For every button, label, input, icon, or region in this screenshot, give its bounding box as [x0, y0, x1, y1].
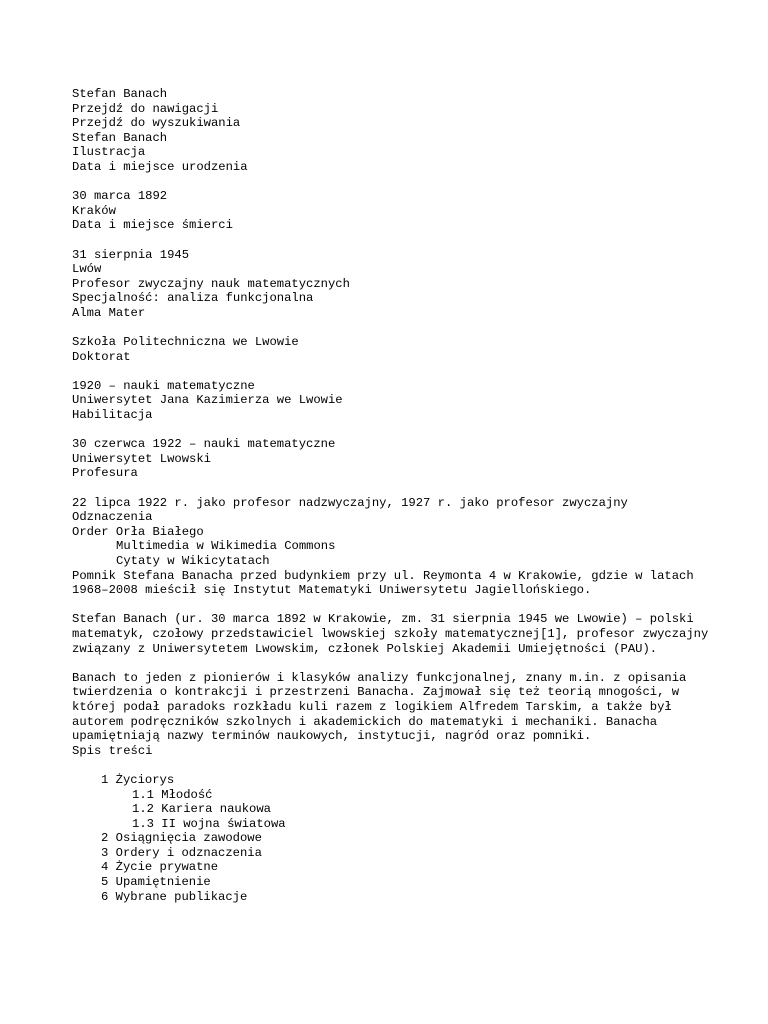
commons-link[interactable]: Multimedia w Wikimedia Commons — [116, 539, 336, 554]
spacer — [72, 364, 732, 379]
spacer — [72, 233, 732, 248]
skip-to-navigation-link[interactable]: Przejdź do nawigacji — [72, 101, 219, 116]
infobox-honors-label: Odznaczenia — [72, 510, 153, 525]
infobox-habilitation-value: 30 czerwca 1922 – nauki matematyczne — [72, 437, 336, 452]
infobox-birth-label: Data i miejsce urodzenia — [72, 159, 248, 174]
infobox-death-date: 31 sierpnia 1945 — [72, 247, 190, 262]
infobox-doctorate-value: 1920 – nauki matematyczne — [72, 378, 255, 393]
infobox-honor-link[interactable]: Order Orła Białego — [72, 524, 204, 539]
infobox-habilitation-label: Habilitacja — [72, 408, 153, 423]
spacer — [72, 175, 732, 190]
page-title: Stefan Banach — [72, 87, 168, 101]
toc-item-upamietnienie[interactable]: 5 Upamiętnienie — [101, 875, 211, 890]
monument-caption: Pomnik Stefana Banacha przed budynkiem przy ul. Reymonta 4 w Krakowie, gdzie w latach 1968–2008 mieścił się Instytut Matematyki Uniwersytetu Jagiellońskiego. — [72, 568, 701, 598]
infobox-illustration-label: Ilustracja — [72, 145, 146, 160]
toc-item-ordery-i-odznaczenia[interactable]: 3 Ordery i odznaczenia — [101, 845, 262, 860]
spacer — [72, 758, 732, 773]
wikiquote-link[interactable]: Cytaty w Wikicytatach — [116, 554, 270, 568]
infobox-name: Stefan Banach — [72, 130, 168, 145]
toc-item-zyciorys[interactable]: 1 Życiorys — [101, 772, 175, 787]
spacer — [72, 321, 732, 336]
infobox-death-place-link[interactable]: Lwów — [72, 262, 102, 277]
skip-to-search-link[interactable]: Przejdź do wyszukiwania — [72, 116, 241, 131]
infobox-doctorate-label: Doktorat — [72, 349, 131, 364]
infobox-alma-mater-link[interactable]: Szkoła Politechniczna we Lwowie — [72, 335, 299, 350]
toc-item-kariera-naukowa[interactable]: 1.2 Kariera naukowa — [132, 802, 271, 817]
infobox-birth-place-link[interactable]: Kraków — [72, 203, 116, 218]
intro-paragraph-1: Stefan Banach (ur. 30 marca 1892 w Krakowie, zm. 31 sierpnia 1945 we Lwowie) – polski matematyk, czołowy przedstawiciel lwowskiej szkoły matematycznej[1], profesor zwyczajny związany z Uniwersytetem Lwowskim, członek Polskiej Akademii Umiejętności (PAU). — [72, 612, 716, 656]
infobox-doctorate-university-link[interactable]: Uniwersytet Jana Kazimierza we Lwowie — [72, 393, 343, 408]
infobox-death-label: Data i miejsce śmierci — [72, 218, 233, 233]
spacer — [72, 656, 732, 671]
infobox-specialty: Specjalność: analiza funkcjonalna — [72, 291, 314, 306]
spacer — [72, 481, 732, 496]
toc-item-mlodosc[interactable]: 1.1 Młodość — [132, 787, 213, 802]
toc-title: Spis treści — [72, 743, 153, 758]
infobox-birth-date: 30 marca 1892 — [72, 189, 168, 204]
infobox-position: Profesor zwyczajny nauk matematycznych — [72, 276, 350, 291]
toc-item-ii-wojna-swiatowa[interactable]: 1.3 II wojna światowa — [132, 816, 286, 831]
infobox-professorship-value: 22 lipca 1922 r. jako profesor nadzwyczajny, 1927 r. jako profesor zwyczajny — [72, 495, 628, 510]
intro-paragraph-2: Banach to jeden z pionierów i klasyków analizy funkcjonalnej, znany m.in. z opisania twierdzenia o kontrakcji i przestrzeni Banacha. Zajmował się też teorią mnogości, w której podał paradoks rozkładu kuli razem z logikiem Alfredem Tarskim, a także był autorem podręczników szkolnych i akademickich do matematyki i mechaniki. Banacha upamiętniają nazwy terminów naukowych, instytucji, nagród oraz pomniki. — [72, 670, 694, 744]
toc-item-wybrane-publikacje[interactable]: 6 Wybrane publikacje — [101, 889, 248, 904]
spacer — [72, 598, 732, 613]
toc-item-osiagniecia-zawodowe[interactable]: 2 Osiągnięcia zawodowe — [101, 831, 262, 846]
spacer — [72, 423, 732, 438]
document-body — [72, 87, 732, 904]
toc-item-zycie-prywatne[interactable]: 4 Życie prywatne — [101, 860, 219, 875]
infobox-professorship-label: Profesura — [72, 466, 138, 481]
infobox-habilitation-university-link[interactable]: Uniwersytet Lwowski — [72, 451, 211, 466]
infobox-alma-mater-label: Alma Mater — [72, 305, 146, 320]
